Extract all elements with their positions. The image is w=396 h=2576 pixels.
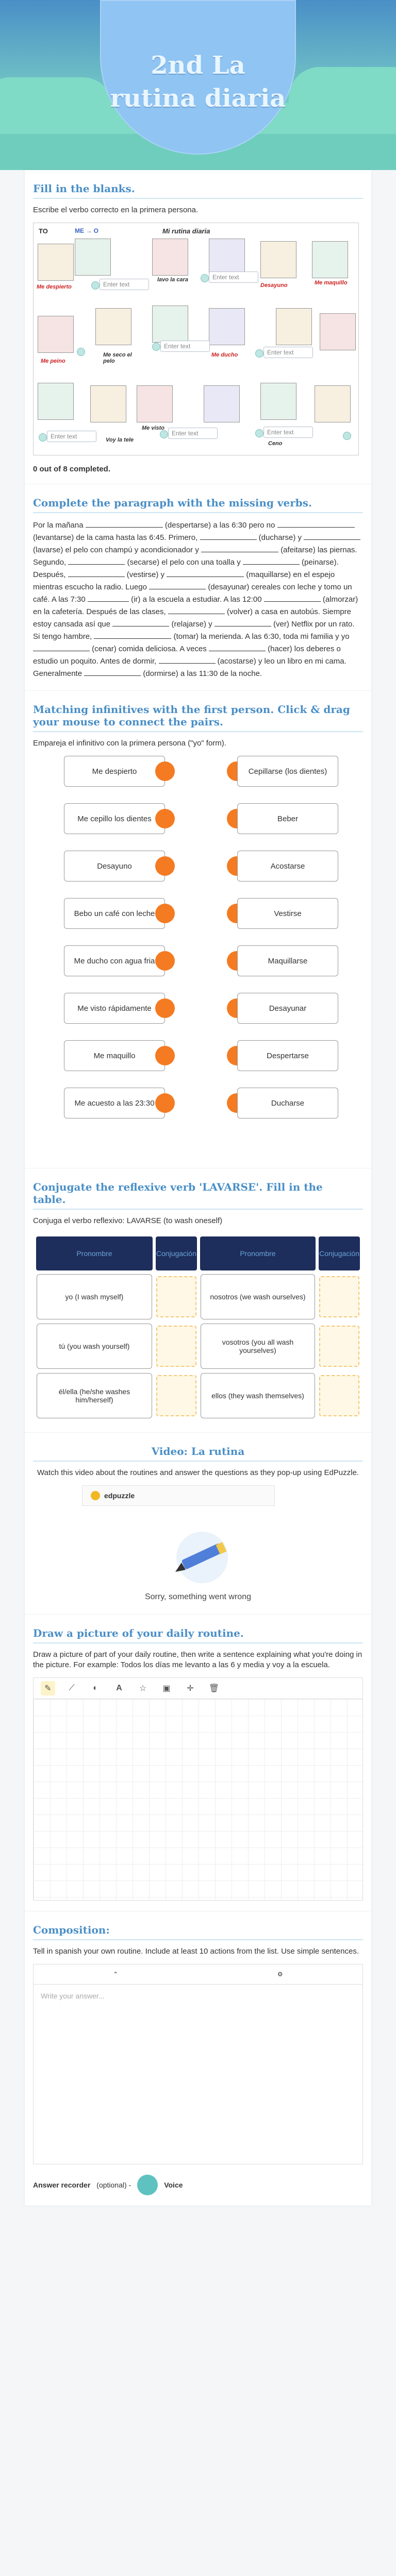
para-text: (relajarse) y (171, 620, 212, 629)
blank-input[interactable] (68, 569, 125, 577)
match-right-item[interactable]: Vestirse (237, 898, 338, 929)
blank-input[interactable] (277, 520, 355, 528)
routine-picture (276, 308, 312, 345)
matching-board (33, 756, 363, 1158)
table-header: Pronombre (36, 1236, 153, 1270)
answer-input[interactable]: Enter text (47, 431, 96, 442)
progress-value: 0 out of 8 completed. (33, 465, 111, 473)
match-right-item[interactable]: Cepillarse (los dientes) (237, 756, 338, 787)
match-right-item[interactable]: Beber (237, 803, 338, 834)
drawing-canvas[interactable] (33, 1699, 363, 1901)
pencil-icon[interactable]: ✎ (41, 1681, 55, 1696)
routine-picture (260, 241, 296, 278)
section-title (33, 1181, 363, 1206)
blank-input[interactable] (149, 582, 206, 589)
match-left-dot[interactable] (155, 856, 175, 876)
drop-zone[interactable] (319, 1326, 359, 1367)
blank-input[interactable] (243, 557, 300, 565)
table-row (36, 1323, 360, 1369)
star-icon[interactable]: ☆ (139, 1684, 147, 1693)
blank-input[interactable] (88, 594, 129, 602)
blank-input[interactable] (201, 545, 278, 552)
paragraph-text (33, 519, 363, 680)
routine-picture (315, 385, 351, 422)
routine-picture (152, 239, 188, 276)
match-left-item[interactable]: Me acuesto a las 23:30 (64, 1088, 165, 1118)
routine-picture (312, 241, 348, 278)
worksheet-card (25, 170, 371, 2206)
caption: Me visto (142, 425, 165, 431)
drop-zone[interactable] (156, 1276, 196, 1317)
drop-pin (160, 430, 168, 438)
divider (33, 512, 363, 513)
caption: Me seco el pelo (103, 352, 132, 364)
draw-section (25, 1615, 371, 1911)
routine-picture (320, 313, 356, 350)
para-text: (despertarse) a las 6:30 pero no (164, 521, 275, 530)
title-line: Conjugate the reflexive verb 'LAVARSE'. Fill in the (33, 1181, 323, 1193)
broken-pencil-icon (166, 1527, 238, 1588)
match-left-dot[interactable] (155, 1093, 175, 1113)
text-tool-icon[interactable]: A (116, 1684, 122, 1692)
me-label: ME → O (75, 227, 99, 234)
match-left-dot[interactable] (155, 1046, 175, 1065)
pronoun-cell: él/ella (he/she washes him/herself) (37, 1373, 152, 1418)
para-text: (hacer) los deberes o estudio un poquito. Antes de dormir, (33, 645, 341, 666)
match-right-item[interactable]: Ducharse (237, 1088, 338, 1118)
answer-recorder (33, 2175, 363, 2195)
format-icon[interactable]: ⌃ (113, 1971, 119, 1978)
composition-section (25, 1911, 371, 2206)
conjugation-table (33, 1233, 363, 1422)
blank-input[interactable] (304, 532, 360, 540)
recorder-label: Answer recorder (33, 2181, 91, 2189)
para-text: (lavarse) el pelo con champú y acondicionador y (33, 546, 199, 554)
video-section (25, 1433, 371, 1615)
blank-input[interactable] (167, 569, 244, 577)
caption: Me maquillo (315, 280, 348, 286)
table-row (36, 1274, 360, 1320)
instruction: Escribe el verbo correcto en la primera persona. (33, 206, 199, 214)
drop-pin (255, 349, 263, 358)
edpuzzle-brand: edpuzzle (104, 1492, 135, 1500)
voice-label: Voice (164, 2181, 183, 2189)
edpuzzle-embed[interactable] (82, 1485, 275, 1506)
drop-zone[interactable] (319, 1375, 359, 1416)
divider (33, 1209, 363, 1210)
routine-picture (152, 306, 188, 343)
match-left-item[interactable]: Me despierto (64, 756, 165, 787)
match-left-item[interactable]: Me cepillo los dientes (64, 803, 165, 834)
section-title (33, 703, 363, 728)
answer-input[interactable]: Enter text (263, 427, 313, 438)
caption: Desayuno (260, 282, 288, 289)
caption: Me ducho (211, 352, 238, 358)
pronoun-cell: ellos (they wash themselves) (201, 1373, 315, 1418)
blank-input[interactable] (200, 532, 257, 540)
routine-picture (204, 385, 240, 422)
drop-pin (343, 432, 351, 440)
divider (33, 1461, 363, 1462)
match-left-item[interactable]: Bebo un café con leche (64, 898, 165, 929)
para-text: (ducharse) y (258, 533, 302, 542)
para-text: (almorzar) en la cafetería. Después de las clases, (33, 595, 358, 616)
blank-input[interactable] (264, 594, 321, 602)
routine-picture (38, 244, 74, 281)
drop-pin (201, 274, 209, 282)
blank-input[interactable] (209, 643, 266, 651)
answer-input[interactable]: Enter text (263, 347, 313, 358)
error-message: Sorry, something went wrong (144, 1592, 251, 1601)
instruction: Conjuga el verbo reflexivo: LAVARSE (to wash oneself) (33, 1216, 223, 1225)
pronoun-cell: nosotros (we wash ourselves) (201, 1274, 315, 1319)
drop-pin (152, 343, 160, 351)
para-text: (vestirse) y (126, 570, 165, 579)
drop-pin (91, 281, 100, 290)
match-right-item[interactable]: Despertarse (237, 1040, 338, 1071)
edpuzzle-logo-icon (91, 1491, 100, 1500)
drop-pin (39, 433, 47, 442)
section-title: Draw a picture of your daily routine. (33, 1627, 244, 1639)
match-right-item[interactable]: Maquillarse (237, 945, 338, 976)
blank-input[interactable] (33, 643, 90, 651)
drop-zone[interactable] (319, 1276, 359, 1317)
para-text: Por la mañana (33, 521, 84, 530)
table-header: Pronombre (200, 1236, 316, 1270)
title-line: Matching infinitives with the first person. Click & drag (33, 703, 350, 716)
routine-picture (38, 316, 74, 353)
answer-textarea[interactable]: Write your answer... (33, 1984, 363, 2164)
routine-picture (90, 385, 126, 422)
section-title: Fill in the blanks. (33, 182, 135, 195)
color-picker-icon[interactable]: ◐ (93, 1684, 98, 1692)
match-left-dot[interactable] (155, 809, 175, 828)
match-left-dot[interactable] (155, 904, 175, 923)
blank-input[interactable] (112, 619, 169, 626)
para-text: (levantarse) de la cama hasta las 6:45. Primero, (33, 533, 198, 542)
routine-picture (260, 383, 296, 420)
blank-input[interactable] (159, 656, 216, 664)
drop-pin (77, 348, 85, 356)
pronoun-cell: vosotros (you all wash yourselves) (201, 1324, 315, 1369)
caption: Me despierto (37, 284, 72, 290)
para-text: (ver) Netflix por un rato. Si tengo hambre, (33, 620, 355, 641)
para-text: (peinarse). Después, (33, 558, 339, 579)
caption: Ceno (268, 440, 283, 447)
match-left-dot[interactable] (155, 998, 175, 1018)
section-title: Complete the paragraph with the missing verbs. (33, 497, 312, 509)
blank-input[interactable] (84, 668, 141, 676)
match-left-dot[interactable] (155, 761, 175, 781)
title-line: table. (33, 1193, 66, 1206)
page-title (100, 49, 296, 115)
answer-input[interactable]: Enter text (168, 428, 218, 439)
instruction: Draw a picture of part of your daily routine, then write a sentence explaining what you're doing in the picture. For example: Todos los días me levanto a las 6 y media y voy a la escuela. (33, 1650, 362, 1669)
para-text: (afeitarse) las piernas. Segundo, (33, 546, 357, 567)
caption: lavo la cara (157, 277, 188, 283)
trash-icon[interactable]: 🗑 (208, 1684, 220, 1693)
editor-toolbar (33, 1964, 363, 1984)
divider (33, 1642, 363, 1643)
recorder-optional: (optional) - (96, 2181, 131, 2189)
drop-zone[interactable] (156, 1326, 196, 1367)
match-left-item[interactable]: Desayuno (64, 851, 165, 882)
match-left-item[interactable]: Me maquillo (64, 1040, 165, 1071)
table-row (36, 1372, 360, 1419)
match-left-item[interactable]: Me visto rápidamente (64, 993, 165, 1024)
routine-picture (75, 239, 111, 276)
pronoun-cell: yo (I wash myself) (37, 1274, 152, 1319)
para-text: (dormirse) a las 11:30 de la noche. (143, 669, 262, 678)
conjugate-section (25, 1168, 371, 1433)
instruction: Watch this video about the routines and answer the questions as they pop-up using EdPuzzle. (37, 1468, 359, 1477)
to-label: TO (39, 227, 48, 235)
match-right-item[interactable]: Acostarse (237, 851, 338, 882)
answer-input[interactable]: Enter text (209, 272, 258, 283)
para-text: (secarse) el pelo con una toalla y (127, 558, 241, 567)
blank-input[interactable] (68, 557, 125, 565)
video-error-area (33, 1506, 363, 1604)
worksheet-heading: Mi rutina diaria (162, 227, 210, 235)
progress-text (33, 465, 363, 473)
pronoun-cell: tú (you wash yourself) (37, 1324, 152, 1369)
routine-picture (95, 308, 131, 345)
paragraph-section (25, 484, 371, 691)
routine-picture (38, 383, 74, 420)
table-header: Conjugación (156, 1236, 197, 1270)
fill-blanks-section (25, 170, 371, 484)
drop-pin (255, 429, 263, 437)
para-text: (acostarse) y leo un libro en mi cama. Generalmente (33, 657, 346, 678)
caption: Me peino (41, 358, 65, 364)
drawing-toolbar (33, 1677, 363, 1699)
routine-picture (209, 308, 245, 345)
title-line-2: rutina diaria (110, 84, 286, 113)
answer-input[interactable]: Enter text (160, 341, 210, 352)
instruction: Tell in spanish your own routine. Include at least 10 actions from the list. Use simple sentences. (33, 1947, 359, 1956)
routine-picture (209, 239, 245, 276)
blank-input[interactable] (168, 606, 225, 614)
match-left-dot[interactable] (155, 951, 175, 971)
section-title: Composition: (33, 1924, 110, 1936)
match-right-item[interactable]: Desayunar (237, 993, 338, 1024)
image-icon[interactable]: ▣ (162, 1684, 171, 1693)
routine-picture (137, 385, 173, 422)
page-header (0, 0, 396, 170)
move-icon[interactable]: ✛ (187, 1684, 194, 1693)
drop-zone[interactable] (156, 1375, 196, 1416)
para-text: (ir) a la escuela a estudiar. A las 12:00 (131, 595, 262, 604)
blank-input[interactable] (86, 520, 163, 528)
brush-icon[interactable]: ⟋ (69, 1684, 75, 1692)
blank-input[interactable] (94, 631, 171, 639)
title-line-1: 2nd La (151, 51, 245, 80)
record-button[interactable] (137, 2175, 158, 2195)
para-text: (volver) a casa en autobús. Siempre estoy cansada así que (33, 607, 351, 629)
title-line: your mouse to connect the pairs. (33, 716, 224, 728)
table-header: Conjugación (319, 1236, 360, 1270)
worksheet-image (33, 223, 359, 455)
divider (33, 198, 363, 199)
caption: Voy la tele (106, 437, 134, 443)
answer-input[interactable]: Enter text (100, 279, 149, 290)
blank-input[interactable] (214, 619, 271, 626)
matching-section (25, 691, 371, 1168)
divider (33, 1939, 363, 1940)
para-text: (cenar) comida deliciosa. A veces (92, 645, 207, 653)
match-left-item[interactable]: Me ducho con agua fria (64, 945, 165, 976)
divider (33, 731, 363, 732)
para-text: (tomar) la merienda. A las 6:30, toda mi familia y yo (173, 632, 350, 641)
settings-icon[interactable]: ⚙ (277, 1971, 283, 1978)
section-title: Video: La rutina (151, 1445, 245, 1458)
para-text: (maquillarse) en el espejo mientras escucho la radio. Luego (33, 570, 335, 591)
instruction: Empareja el infinitivo con la primera persona ("yo" form). (33, 739, 226, 748)
para-text: (desayunar) cereales con leche y tomo un café. A las 7:30 (33, 583, 352, 604)
